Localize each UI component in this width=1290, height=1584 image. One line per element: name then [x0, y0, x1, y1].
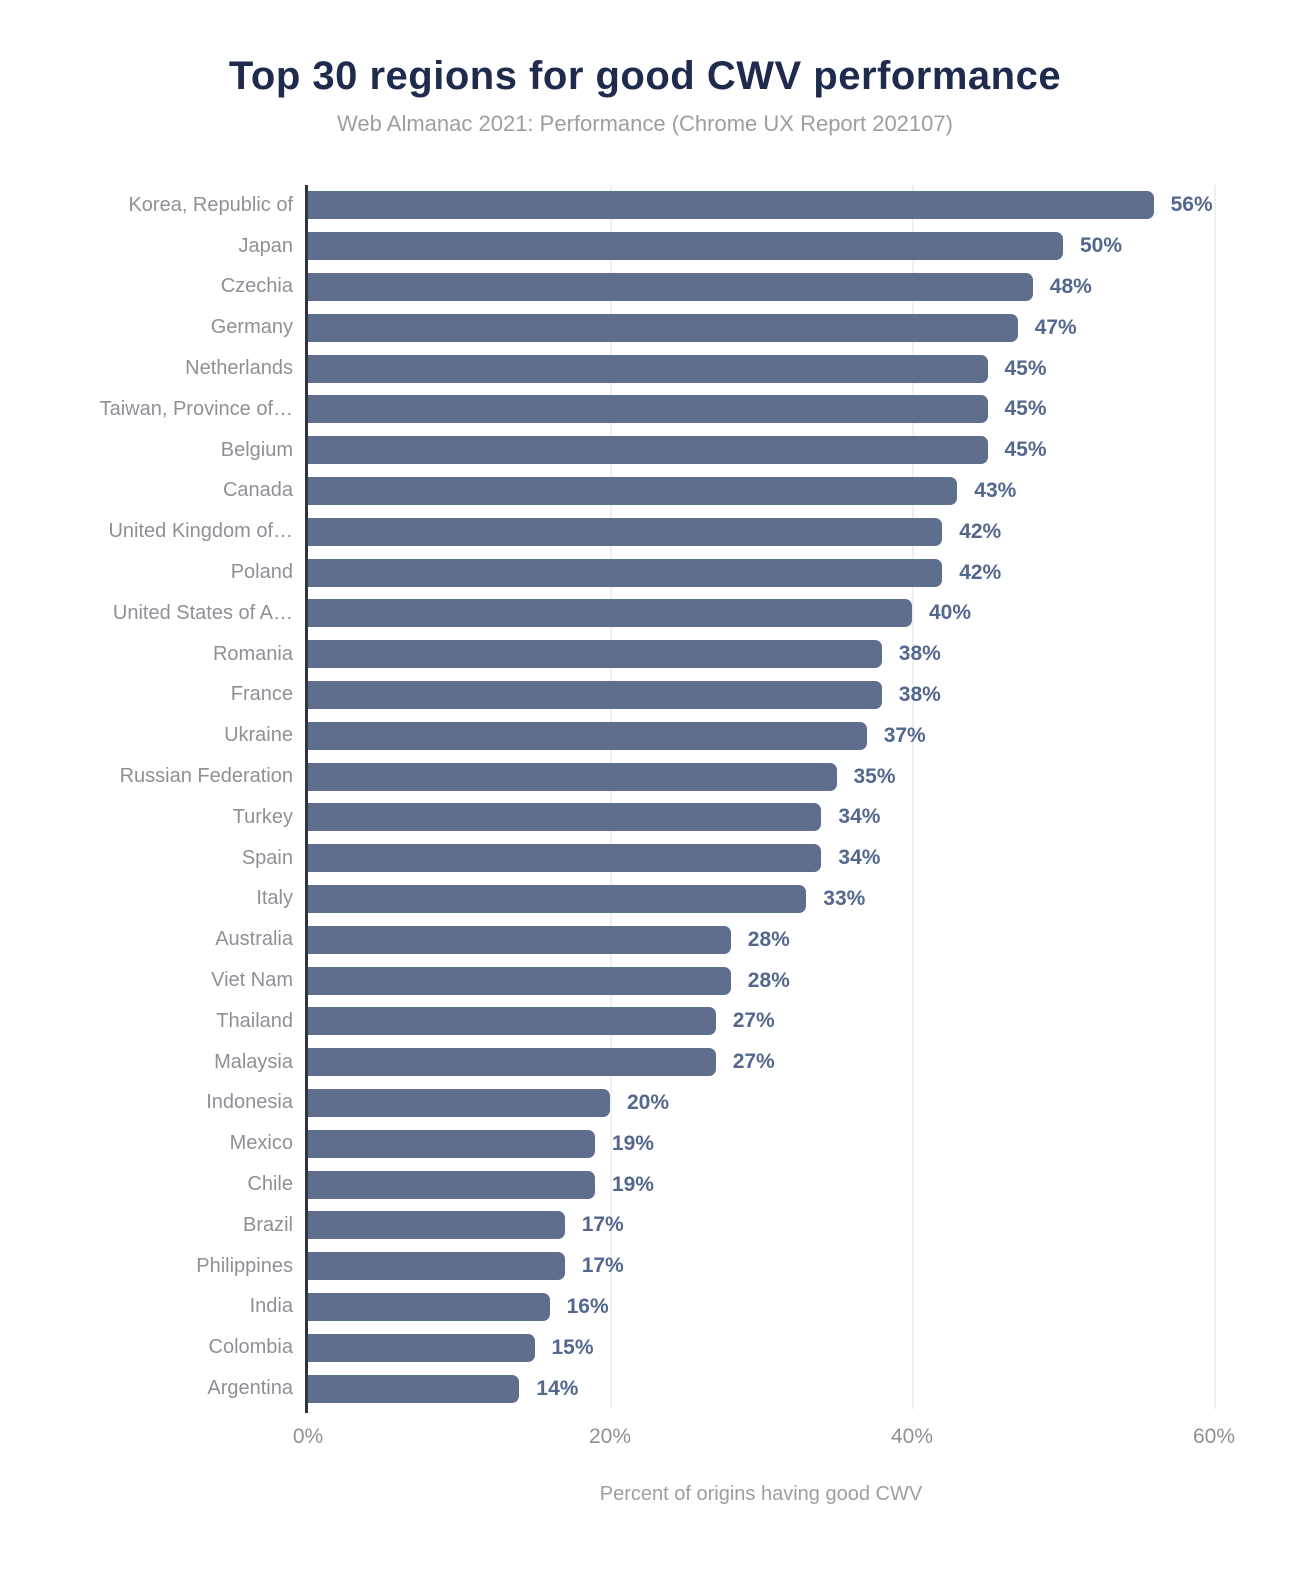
bar-row: [249, 1287, 1214, 1328]
category-label: Canada: [222, 479, 293, 502]
bar-row: [222, 471, 1214, 512]
bar-row: [185, 348, 1214, 389]
bar-row: [128, 185, 1214, 226]
bar-chart: [0, 185, 1290, 1506]
value-label: 38%: [898, 682, 941, 706]
bar: [308, 844, 821, 872]
bar-row: [211, 960, 1214, 1001]
bar: [308, 599, 912, 627]
bar: [308, 1252, 565, 1280]
bar: [308, 803, 821, 831]
bar-row: [229, 1123, 1214, 1164]
bar-row: [206, 1083, 1214, 1124]
value-label: 15%: [551, 1335, 594, 1359]
category-label: Russian Federation: [119, 765, 293, 788]
bar: [308, 1048, 716, 1076]
category-label: Korea, Republic of: [128, 193, 293, 216]
value-label: 38%: [898, 642, 941, 666]
value-label: 47%: [1034, 315, 1077, 339]
x-tick-label: 40%: [890, 1425, 933, 1448]
category-label: Poland: [230, 561, 293, 584]
category-label: Taiwan, Province of…: [99, 397, 293, 420]
category-label: Japan: [238, 234, 293, 257]
value-label: 42%: [959, 560, 1002, 584]
bar: [308, 1293, 550, 1321]
bar: [308, 967, 731, 995]
bar-row: [256, 879, 1214, 920]
bar-row: [99, 389, 1214, 430]
value-label: 34%: [838, 846, 881, 870]
bar-row: [220, 430, 1214, 471]
bar: [308, 355, 988, 383]
bar: [308, 763, 837, 791]
bar: [308, 273, 1033, 301]
bar-row: [216, 1001, 1214, 1042]
category-label: Australia: [215, 928, 293, 951]
bar: [308, 395, 988, 423]
category-label: Viet Nam: [211, 969, 293, 992]
value-label: 33%: [823, 886, 866, 910]
category-label: Malaysia: [214, 1050, 293, 1073]
value-label: 35%: [853, 764, 896, 788]
bar: [308, 1171, 595, 1199]
bar: [308, 559, 942, 587]
bar: [308, 1211, 565, 1239]
category-label: India: [249, 1295, 293, 1318]
category-label: Chile: [247, 1173, 293, 1196]
bar: [308, 518, 942, 546]
value-label: 48%: [1049, 274, 1092, 298]
bar: [308, 681, 882, 709]
value-label: 20%: [626, 1090, 670, 1114]
x-tick-label: 20%: [588, 1425, 631, 1448]
bar-row: [241, 838, 1214, 879]
category-label: United States of A…: [112, 601, 293, 624]
category-label: Colombia: [208, 1336, 293, 1359]
value-label: 28%: [747, 927, 790, 951]
category-label: Ukraine: [224, 724, 293, 747]
bar: [308, 436, 988, 464]
bar-row: [224, 715, 1214, 756]
bar-row: [238, 226, 1214, 267]
bar-row: [214, 1042, 1214, 1083]
value-label: 45%: [1004, 397, 1047, 421]
value-label: 17%: [581, 1254, 624, 1278]
value-label: 27%: [732, 1050, 775, 1074]
bar-row: [230, 552, 1214, 593]
category-label: Brazil: [242, 1213, 293, 1236]
value-label: 17%: [581, 1213, 624, 1237]
bar: [308, 722, 867, 750]
gridline: [1214, 185, 1216, 1409]
value-label: 42%: [959, 519, 1002, 543]
bar-row: [112, 593, 1214, 634]
category-label: Spain: [241, 846, 293, 869]
bar-row: [207, 1368, 1214, 1409]
bar: [308, 926, 731, 954]
bar-row: [220, 267, 1214, 308]
bar: [308, 640, 882, 668]
chart-subtitle: Web Almanac 2021: Performance (Chrome UX Report 202107): [337, 111, 953, 136]
value-label: 19%: [611, 1172, 654, 1196]
x-axis-ticks: [292, 1409, 1236, 1457]
bar: [308, 1375, 519, 1403]
bar-rows: [99, 185, 1214, 1409]
category-label: Philippines: [196, 1254, 293, 1277]
value-label: 34%: [838, 805, 881, 829]
bar-row: [108, 511, 1214, 552]
value-label: 45%: [1004, 356, 1047, 380]
category-label: Indonesia: [206, 1091, 293, 1114]
bar-row: [196, 1246, 1214, 1287]
value-label: 40%: [928, 601, 972, 625]
value-label: 50%: [1080, 234, 1123, 258]
category-label: Italy: [256, 887, 293, 910]
bar: [308, 314, 1018, 342]
bar-row: [212, 634, 1214, 675]
category-label: Netherlands: [185, 357, 293, 380]
bar: [308, 885, 806, 913]
value-label: 27%: [732, 1009, 775, 1033]
category-label: Argentina: [207, 1377, 293, 1399]
chart-title: Top 30 regions for good CWV performance: [228, 54, 1062, 98]
bar: [308, 1089, 610, 1117]
value-label: 43%: [974, 478, 1017, 502]
bar-row: [119, 756, 1214, 797]
bar-row: [232, 797, 1214, 838]
bar: [308, 232, 1063, 260]
bar-row: [208, 1327, 1214, 1368]
bar-row: [230, 675, 1214, 716]
category-label: Czechia: [220, 275, 293, 298]
value-label: 14%: [536, 1376, 579, 1400]
category-label: United Kingdom of…: [108, 520, 293, 543]
value-label: 28%: [747, 968, 790, 992]
bar: [308, 1130, 595, 1158]
x-tick-label: 60%: [1192, 1425, 1236, 1448]
bar-row: [242, 1205, 1214, 1246]
category-label: Turkey: [232, 805, 293, 828]
category-label: Belgium: [220, 438, 293, 461]
bar: [308, 1007, 716, 1035]
value-label: 56%: [1170, 193, 1213, 217]
category-label: Romania: [212, 642, 293, 665]
x-axis-title: Percent of origins having good CWV: [599, 1483, 923, 1505]
category-label: Mexico: [229, 1132, 293, 1155]
plot-area: [99, 185, 1214, 1409]
x-tick-label: 0%: [292, 1425, 324, 1448]
category-label: Germany: [210, 316, 293, 339]
category-label: Thailand: [216, 1009, 293, 1032]
bar: [308, 1334, 535, 1362]
value-label: 45%: [1004, 438, 1047, 462]
category-label: France: [230, 683, 293, 706]
bar: [308, 477, 957, 505]
bar-row: [215, 919, 1214, 960]
value-label: 16%: [566, 1294, 609, 1318]
value-label: 19%: [611, 1131, 654, 1155]
value-label: 37%: [883, 723, 926, 747]
bar-row: [210, 307, 1214, 348]
bar-row: [247, 1164, 1214, 1205]
bar: [308, 191, 1154, 219]
